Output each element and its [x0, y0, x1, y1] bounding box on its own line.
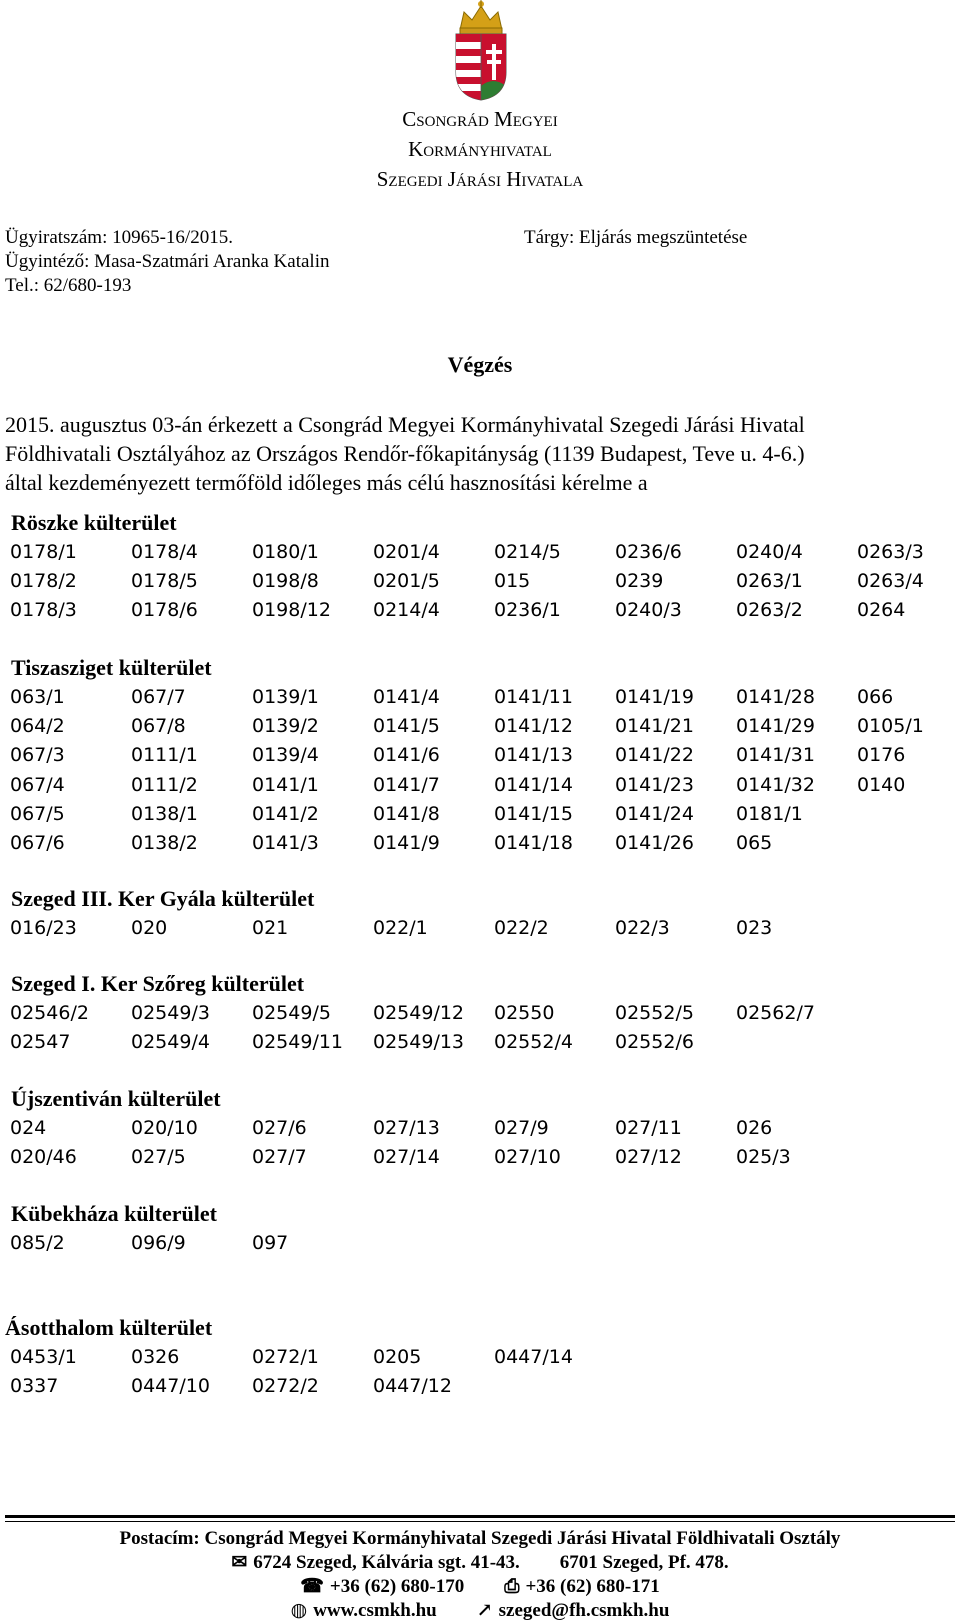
parcel-number: 0198/8 — [252, 570, 319, 592]
parcel-number: 0141/23 — [615, 774, 694, 796]
parcel-number: 067/8 — [131, 715, 186, 737]
parcel-number: 0141/29 — [736, 715, 815, 737]
parcel-number: 015 — [494, 570, 531, 592]
parcel-number: 0141/13 — [494, 744, 573, 766]
parcel-number: 0205 — [373, 1346, 422, 1368]
parcel-number: 067/3 — [10, 744, 65, 766]
parcel-number: 0141/15 — [494, 803, 573, 825]
parcel-number: 0236/1 — [494, 599, 561, 621]
section-title: Szeged III. Ker Gyála külterület — [11, 886, 315, 911]
parcel-number: 024 — [10, 1117, 47, 1139]
parcel-number: 0178/3 — [10, 599, 77, 621]
parcel-number: 020/10 — [131, 1117, 198, 1139]
parcel-number: 02547 — [10, 1031, 71, 1053]
parcel-number: 0337 — [10, 1375, 59, 1397]
parcel-number: 0214/5 — [494, 541, 561, 563]
parcel-number: 027/9 — [494, 1117, 549, 1139]
parcel-number: 0141/2 — [252, 803, 319, 825]
parcel-number: 0141/32 — [736, 774, 815, 796]
parcel-number: 02552/6 — [615, 1031, 694, 1053]
parcel-number: 0263/3 — [857, 541, 924, 563]
parcel-number: 02549/13 — [373, 1031, 465, 1053]
parcel-number: 0263/1 — [736, 570, 803, 592]
parcel-number: 02546/2 — [10, 1002, 89, 1024]
administrator: Ügyintéző: Masa-Szatmári Aranka Katalin — [5, 251, 330, 272]
parcel-number: 022/1 — [373, 917, 428, 939]
parcel-number: 0264 — [857, 599, 906, 621]
intro-line: 2015. augusztus 03-án érkezett a Csongrád Megyei Kormányhivatal Szegedi Járási Hivatal — [5, 412, 805, 437]
parcel-number: 016/23 — [10, 917, 77, 939]
parcel-number: 0263/4 — [857, 570, 924, 592]
section-title: Újszentiván külterület — [11, 1086, 221, 1111]
parcel-number: 0139/1 — [252, 686, 319, 708]
parcel-number: 0263/2 — [736, 599, 803, 621]
parcel-number: 066 — [857, 686, 894, 708]
parcel-number: 0178/5 — [131, 570, 198, 592]
parcel-number: 067/5 — [10, 803, 65, 825]
parcel-number: 0240/4 — [736, 541, 803, 563]
office-line: Csongrád Megyei — [402, 107, 558, 131]
parcel-number: 0198/12 — [252, 599, 331, 621]
parcel-number: 0141/19 — [615, 686, 694, 708]
fax-icon: ⎙ — [504, 1576, 520, 1597]
parcel-number: 02562/7 — [736, 1002, 815, 1024]
parcel-number: 0141/3 — [252, 832, 319, 854]
address-pobox: 6701 Szeged, Pf. 478. — [559, 1552, 729, 1573]
email-icon: ↗ — [476, 1600, 493, 1621]
parcel-number: 0141/4 — [373, 686, 440, 708]
website-link[interactable]: www.csmkh.hu — [313, 1600, 437, 1621]
globe-icon: ◍ — [290, 1600, 308, 1621]
intro-line: Földhivatali Osztályához az Országos Rendőr-főkapitányság (1139 Budapest, Teve u. 4-6.) — [5, 441, 805, 466]
parcel-number: 0139/2 — [252, 715, 319, 737]
parcel-number: 027/12 — [615, 1146, 682, 1168]
parcel-number: 0141/8 — [373, 803, 440, 825]
envelope-icon: ✉ — [231, 1552, 248, 1573]
parcel-number: 0201/5 — [373, 570, 440, 592]
street-address-line — [0, 1551, 960, 1575]
parcel-number: 0447/14 — [494, 1346, 573, 1368]
hungarian-coat-of-arms-icon — [450, 0, 512, 102]
parcel-number: 067/6 — [10, 832, 65, 854]
parcel-number: 0138/1 — [131, 803, 198, 825]
parcel-number: 0141/9 — [373, 832, 440, 854]
parcel-number: 021 — [252, 917, 289, 939]
parcel-number: 022/2 — [494, 917, 549, 939]
parcel-number: 0111/2 — [131, 774, 198, 796]
parcel-number: 085/2 — [10, 1232, 65, 1254]
parcel-number: 0239 — [615, 570, 664, 592]
office-line: Kormányhivatal — [408, 137, 552, 161]
phone-number: Tel.: 62/680-193 — [5, 275, 132, 296]
parcel-number: 027/6 — [252, 1117, 307, 1139]
parcel-number: 0141/21 — [615, 715, 694, 737]
parcel-number: 020 — [131, 917, 168, 939]
parcel-number: 067/7 — [131, 686, 186, 708]
email-link[interactable]: szeged@fh.csmkh.hu — [498, 1600, 670, 1621]
parcel-number: 0178/2 — [10, 570, 77, 592]
parcel-number: 0178/6 — [131, 599, 198, 621]
parcel-number: 0141/12 — [494, 715, 573, 737]
parcel-number: 0214/4 — [373, 599, 440, 621]
telephone-icon: ☎ — [300, 1576, 324, 1597]
footer-rule — [5, 1515, 955, 1518]
parcel-number: 0141/7 — [373, 774, 440, 796]
parcel-number: 02549/4 — [131, 1031, 210, 1053]
parcel-number: 0141/6 — [373, 744, 440, 766]
parcel-number: 0178/4 — [131, 541, 198, 563]
phone-line — [0, 1575, 960, 1599]
parcel-number: 027/10 — [494, 1146, 561, 1168]
parcel-number: 0141/24 — [615, 803, 694, 825]
parcel-number: 065 — [736, 832, 773, 854]
parcel-number: 0141/22 — [615, 744, 694, 766]
parcel-number: 0181/1 — [736, 803, 803, 825]
web-line — [0, 1599, 960, 1623]
parcel-number: 0272/2 — [252, 1375, 319, 1397]
parcel-number: 027/7 — [252, 1146, 307, 1168]
parcel-number: 02549/12 — [373, 1002, 465, 1024]
parcel-number: 02549/11 — [252, 1031, 344, 1053]
section-title: Röszke külterület — [11, 510, 177, 535]
section-title: Kübekháza külterület — [11, 1201, 217, 1226]
parcel-number: 0141/31 — [736, 744, 815, 766]
parcel-number: 026 — [736, 1117, 773, 1139]
parcel-number: 0141/26 — [615, 832, 694, 854]
footer-fax: +36 (62) 680-171 — [525, 1576, 660, 1597]
parcel-number: 096/9 — [131, 1232, 186, 1254]
case-number: Ügyiratszám: 10965-16/2015. — [5, 227, 233, 248]
address-street: 6724 Szeged, Kálvária sgt. 41-43. — [253, 1552, 520, 1573]
parcel-number: 0272/1 — [252, 1346, 319, 1368]
parcel-number: 02549/5 — [252, 1002, 331, 1024]
parcel-number: 027/11 — [615, 1117, 682, 1139]
parcel-number: 0447/12 — [373, 1375, 452, 1397]
parcel-number: 0453/1 — [10, 1346, 77, 1368]
parcel-number: 0240/3 — [615, 599, 682, 621]
parcel-number: 067/4 — [10, 774, 65, 796]
parcel-number: 0105/1 — [857, 715, 924, 737]
parcel-number: 022/3 — [615, 917, 670, 939]
parcel-number: 0236/6 — [615, 541, 682, 563]
parcel-number: 027/13 — [373, 1117, 440, 1139]
intro-paragraph — [5, 410, 955, 497]
parcel-number: 023 — [736, 917, 773, 939]
parcel-number: 02552/5 — [615, 1002, 694, 1024]
office-name — [0, 104, 960, 194]
case-meta — [5, 226, 329, 298]
parcel-number: 02549/3 — [131, 1002, 210, 1024]
parcel-number: 097 — [252, 1232, 289, 1254]
footer-phone: +36 (62) 680-170 — [329, 1576, 465, 1597]
parcel-number: 0180/1 — [252, 541, 319, 563]
parcel-number: 025/3 — [736, 1146, 791, 1168]
section-title: Ásotthalom külterület — [5, 1315, 213, 1340]
parcel-number: 0326 — [131, 1346, 180, 1368]
subject: Tárgy: Eljárás megszüntetése — [524, 227, 748, 248]
parcel-number: 027/5 — [131, 1146, 186, 1168]
parcel-number: 0141/5 — [373, 715, 440, 737]
parcel-number: 027/14 — [373, 1146, 440, 1168]
document-title: Végzés — [447, 352, 513, 377]
parcel-number: 02550 — [494, 1002, 555, 1024]
parcel-number: 0141/1 — [252, 774, 319, 796]
parcel-number: 0447/10 — [131, 1375, 210, 1397]
section-title: Szeged I. Ker Szőreg külterület — [11, 971, 305, 996]
parcel-number: 0141/14 — [494, 774, 573, 796]
parcel-number: 064/2 — [10, 715, 65, 737]
parcel-number: 0141/18 — [494, 832, 573, 854]
parcel-number: 0201/4 — [373, 541, 440, 563]
postal-address: Postacím: Csongrád Megyei Kormányhivatal Szegedi Járási Hivatal Földhivatali Osztály — [119, 1528, 841, 1549]
section-title: Tiszasziget külterület — [11, 655, 212, 680]
parcel-number: 0176 — [857, 744, 906, 766]
footer-rule — [5, 1521, 955, 1522]
parcel-number: 0141/28 — [736, 686, 815, 708]
parcel-number: 0111/1 — [131, 744, 198, 766]
parcel-number: 0140 — [857, 774, 906, 796]
parcel-number: 063/1 — [10, 686, 65, 708]
parcel-number: 0141/11 — [494, 686, 573, 708]
office-line: Szegedi Járási Hivatala — [376, 167, 584, 191]
parcel-number: 0178/1 — [10, 541, 77, 563]
parcel-number: 0138/2 — [131, 832, 198, 854]
intro-line: által kezdeményezett termőföld időleges más célú hasznosítási kérelme a — [5, 470, 648, 495]
parcel-number: 0139/4 — [252, 744, 319, 766]
parcel-number: 020/46 — [10, 1146, 77, 1168]
parcel-number: 02552/4 — [494, 1031, 573, 1053]
